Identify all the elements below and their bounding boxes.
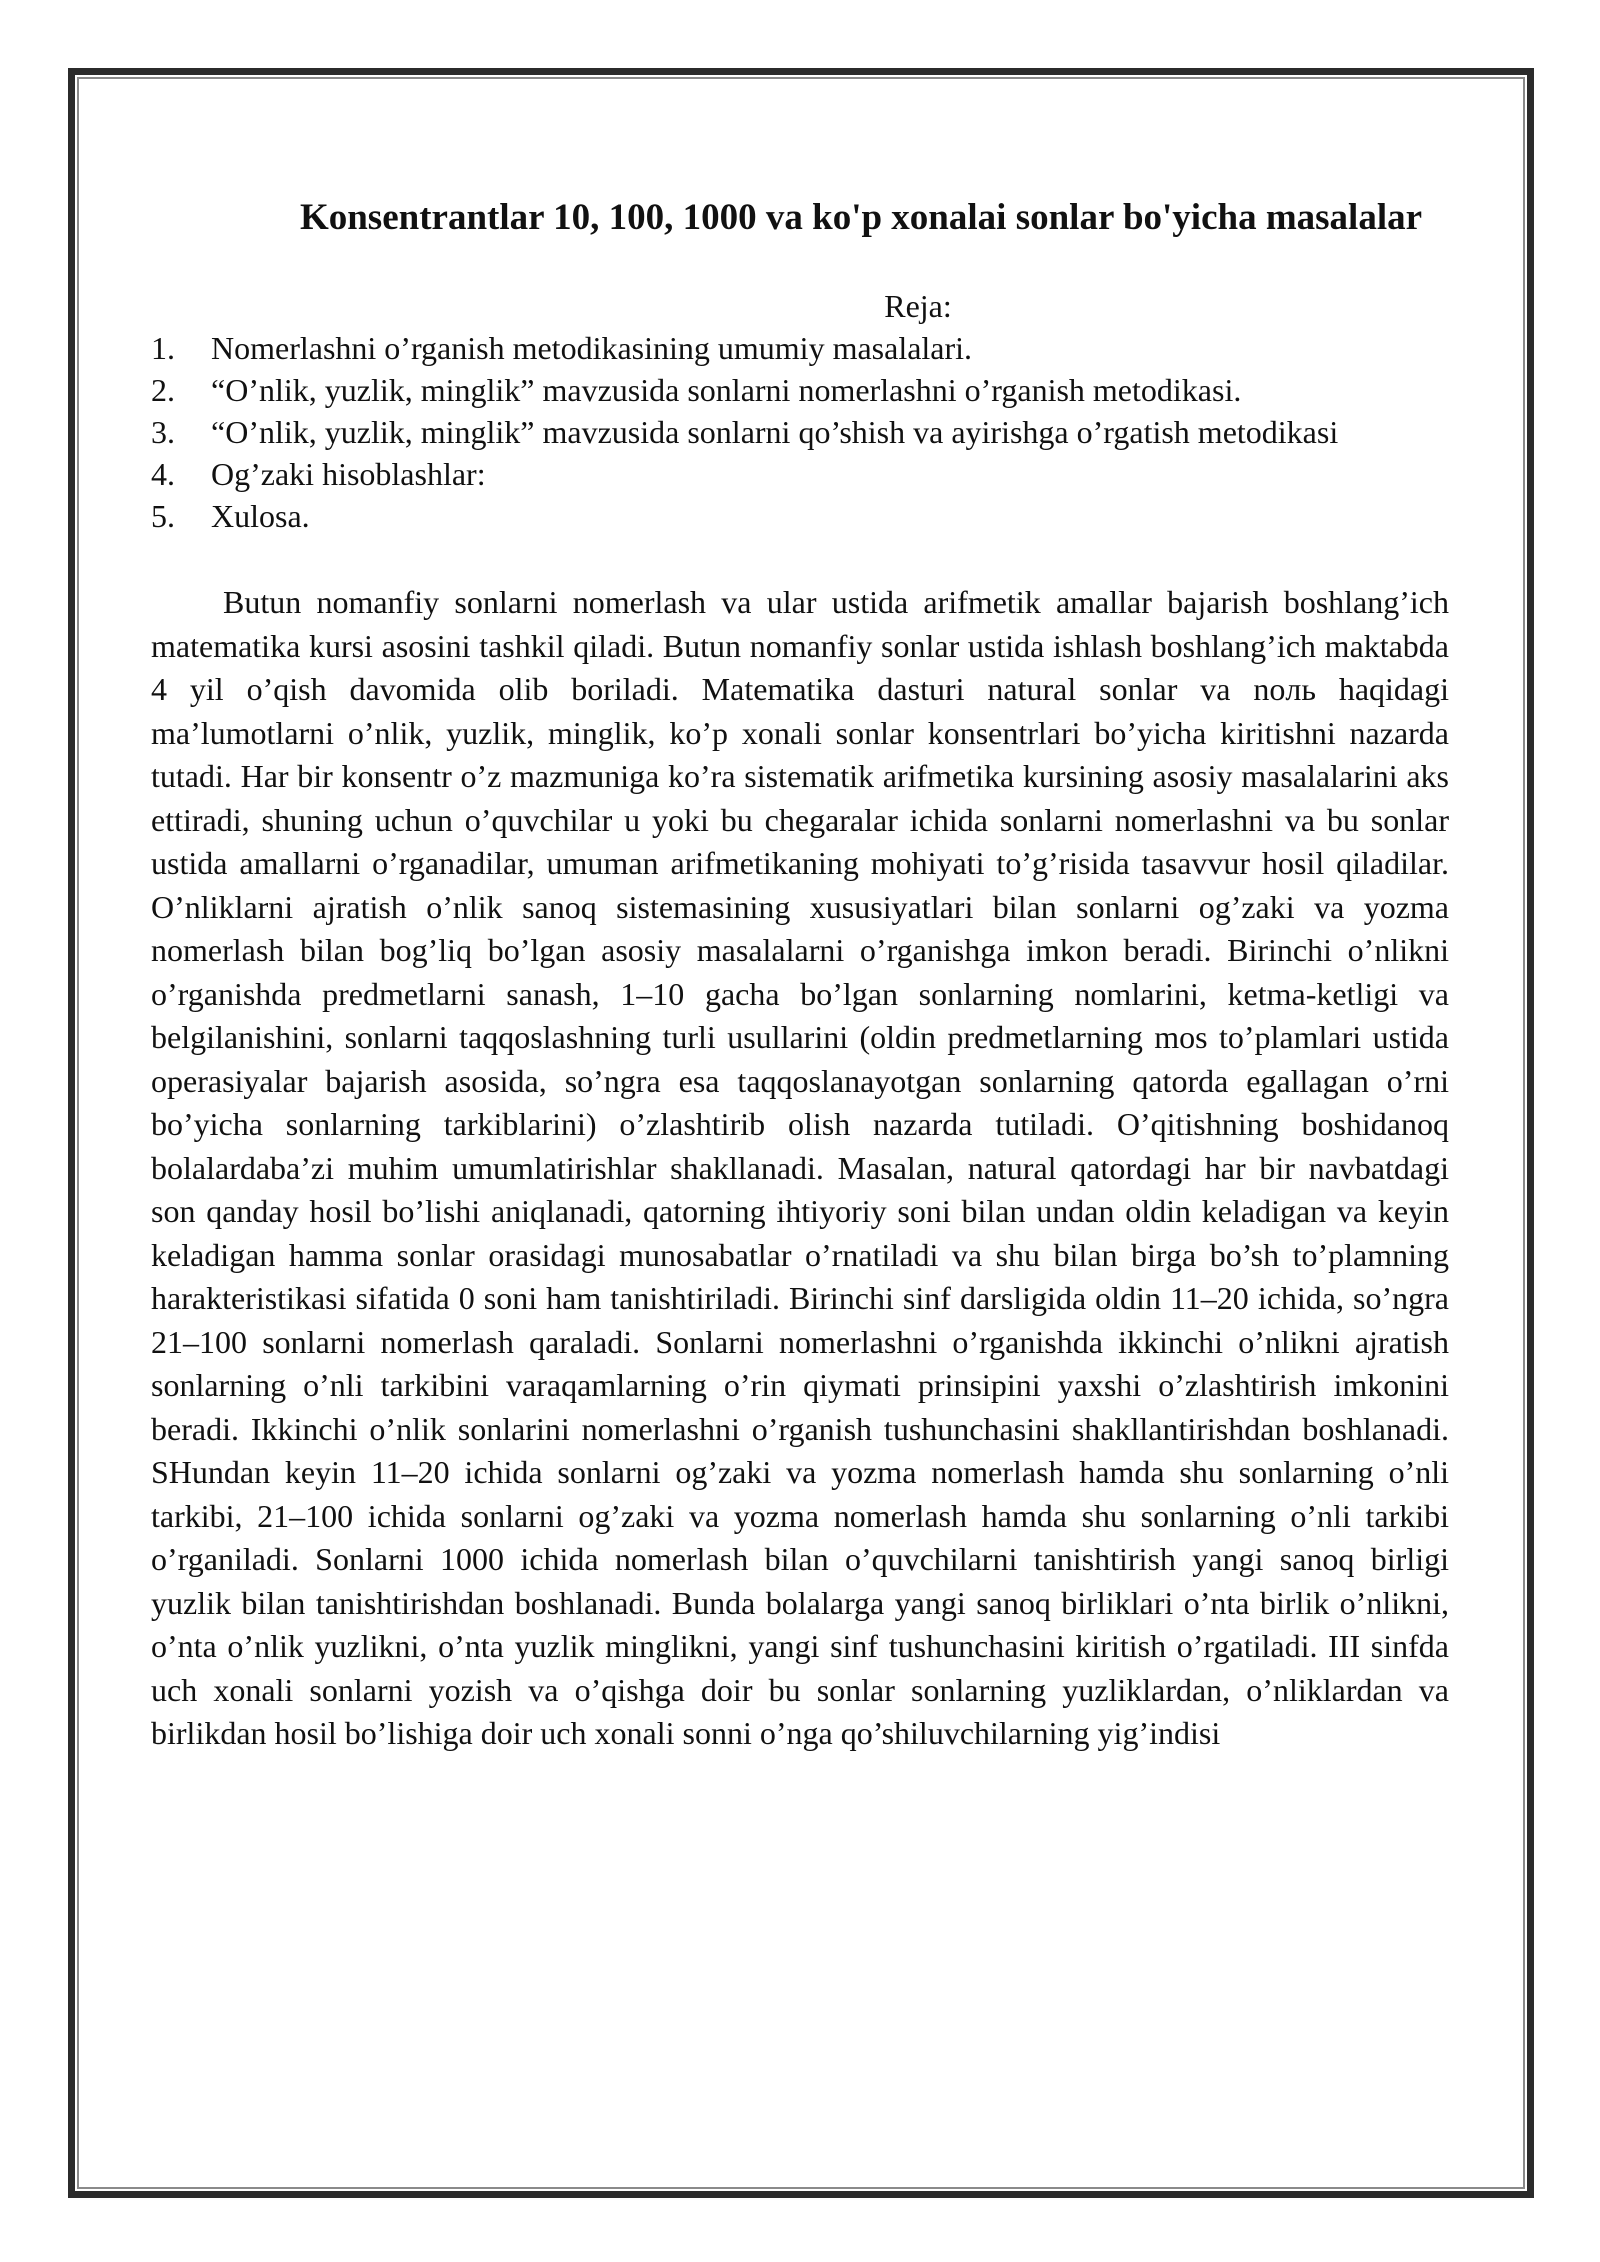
- plan-list: [151, 327, 1449, 537]
- plan-item-number: 2.: [151, 372, 175, 408]
- plan-item-number: 1.: [151, 330, 175, 366]
- plan-item: [151, 453, 1449, 495]
- plan-item: [151, 327, 1449, 369]
- plan-item-text: “O’nlik, yuzlik, minglik” mavzusida sonlarni qo’shish va ayirishga o’rgatish metodikasi: [211, 414, 1339, 450]
- plan-item-text: Nomerlashni o’rganish metodikasining umumiy masalalari.: [211, 330, 973, 366]
- plan-item: [151, 495, 1449, 537]
- plan-item-number: 4.: [151, 456, 175, 492]
- body-paragraph: Butun nomanfiy sonlarni nomerlash va ular ustida arifmetik amallar bajarish boshlang’ich matematika kursi asosini tashkil qiladi. Butun nomanfiy sonlar ustida ishlash boshlang’ich maktabda 4 yil o’qish davomida olib boriladi. Matematika dasturi natural sonlar va noль haqidagi ma’lumotlarni o’nlik, yuzlik, minglik, ko’p xonali sonlar konsentrlari bo’yicha kiritishni nazarda tutadi. Har bir konsentr o’z mazmuniga ko’ra sistematik arifmetika kursining asosiy masalalarini aks ettiradi, shuning uchun o’quvchilar u yoki bu chegaralar ichida sonlarni nomerlashni va bu sonlar ustida amallarni o’rganadilar, umuman arifmetikaning mohiyati to’g’risida tasavvur hosil qiladilar. O’nliklarni ajratish o’nlik sanoq sistemasining xususiyatlari bilan sonlarni og’zaki va yozma nomerlash bilan bog’liq bo’lgan asosiy masalalarni o’rganishga imkon beradi. Birinchi o’nlikni o’rganishda predmetlarni sanash, 1–10 gacha bo’lgan sonlarning nomlarini, ketma-ketligi va belgilanishini, sonlarni taqqoslashning turli usullarini (oldin predmetlarning mos to’plamlari ustida operasiyalar bajarish asosida, so’ngra esa taqqoslanayotgan sonlarning qatorda egallagan o’rni bo’yicha sonlarning tarkiblarini) o’zlashtirib olish nazarda tutiladi. O’qitishning boshidanoq bolalardaba’zi muhim umumlatirishlar shakllanadi. Masalan, natural qatordagi har bir navbatdagi son qanday hosil bo’lishi aniqlanadi, qatorning ihtiyoriy soni bilan undan oldin keladigan va keyin keladigan hamma sonlar orasidagi munosabatlar o’rnatiladi va shu bilan birga bo’sh to’plamning harakteristikasi sifatida 0 soni ham tanishtiriladi. Birinchi sinf darsligida oldin 11–20 ichida, so’ngra 21–100 sonlarni nomerlash qaraladi. Sonlarni nomerlashni o’rganishda ikkinchi o’nlikni ajratish sonlarning o’nli tarkibini varaqamlarning o’rin qiymati prinsipini yaxshi o’zlashtirish imkonini beradi. Ikkinchi o’nlik sonlarini nomerlashni o’rganish tushunchasini shakllantirishdan boshlanadi. SHundan keyin 11–20 ichida sonlarni og’zaki va yozma nomerlash hamda shu sonlarning o’nli tarkibi, 21–100 ichida sonlarni og’zaki va yozma nomerlash hamda shu sonlarning o’nli tarkibi o’rganiladi. Sonlarni 1000 ichida nomerlash bilan o’quvchilarni tanishtirish yangi sanoq birligi yuzlik bilan tanishtirishdan boshlanadi. Bunda bolalarga yangi sanoq birliklari o’nta birlik o’nlikni, o’nta o’nlik yuzlikni, o’nta yuzlik minglikni, yangi sinf tushunchasini kiritish o’rgatiladi. III sinfda uch xonali sonlarni yozish va o’qishga doir bu sonlar sonlarning yuzliklardan, o’nliklardan va birlikdan hosil bo’lishiga doir uch xonali sonni o’nga qo’shiluvchilarning yig’indisi: [151, 584, 1449, 1751]
- plan-item-text: Xulosa.: [211, 498, 310, 534]
- plan-item-number: 3.: [151, 414, 175, 450]
- plan-item-text: “O’nlik, yuzlik, minglik” mavzusida sonlarni nomerlashni o’rganish metodikasi.: [211, 372, 1242, 408]
- document-content: [151, 195, 1449, 1756]
- plan-item-number: 5.: [151, 498, 175, 534]
- plan-item: [151, 369, 1449, 411]
- plan-item-text: Og’zaki hisoblashlar:: [211, 456, 486, 492]
- document-title: Konsentrantlar 10, 100, 1000 va ko'p xonalai sonlar bo'yicha masalalar: [299, 197, 1423, 238]
- plan-item: [151, 411, 1449, 453]
- plan-label: Reja:: [884, 288, 952, 324]
